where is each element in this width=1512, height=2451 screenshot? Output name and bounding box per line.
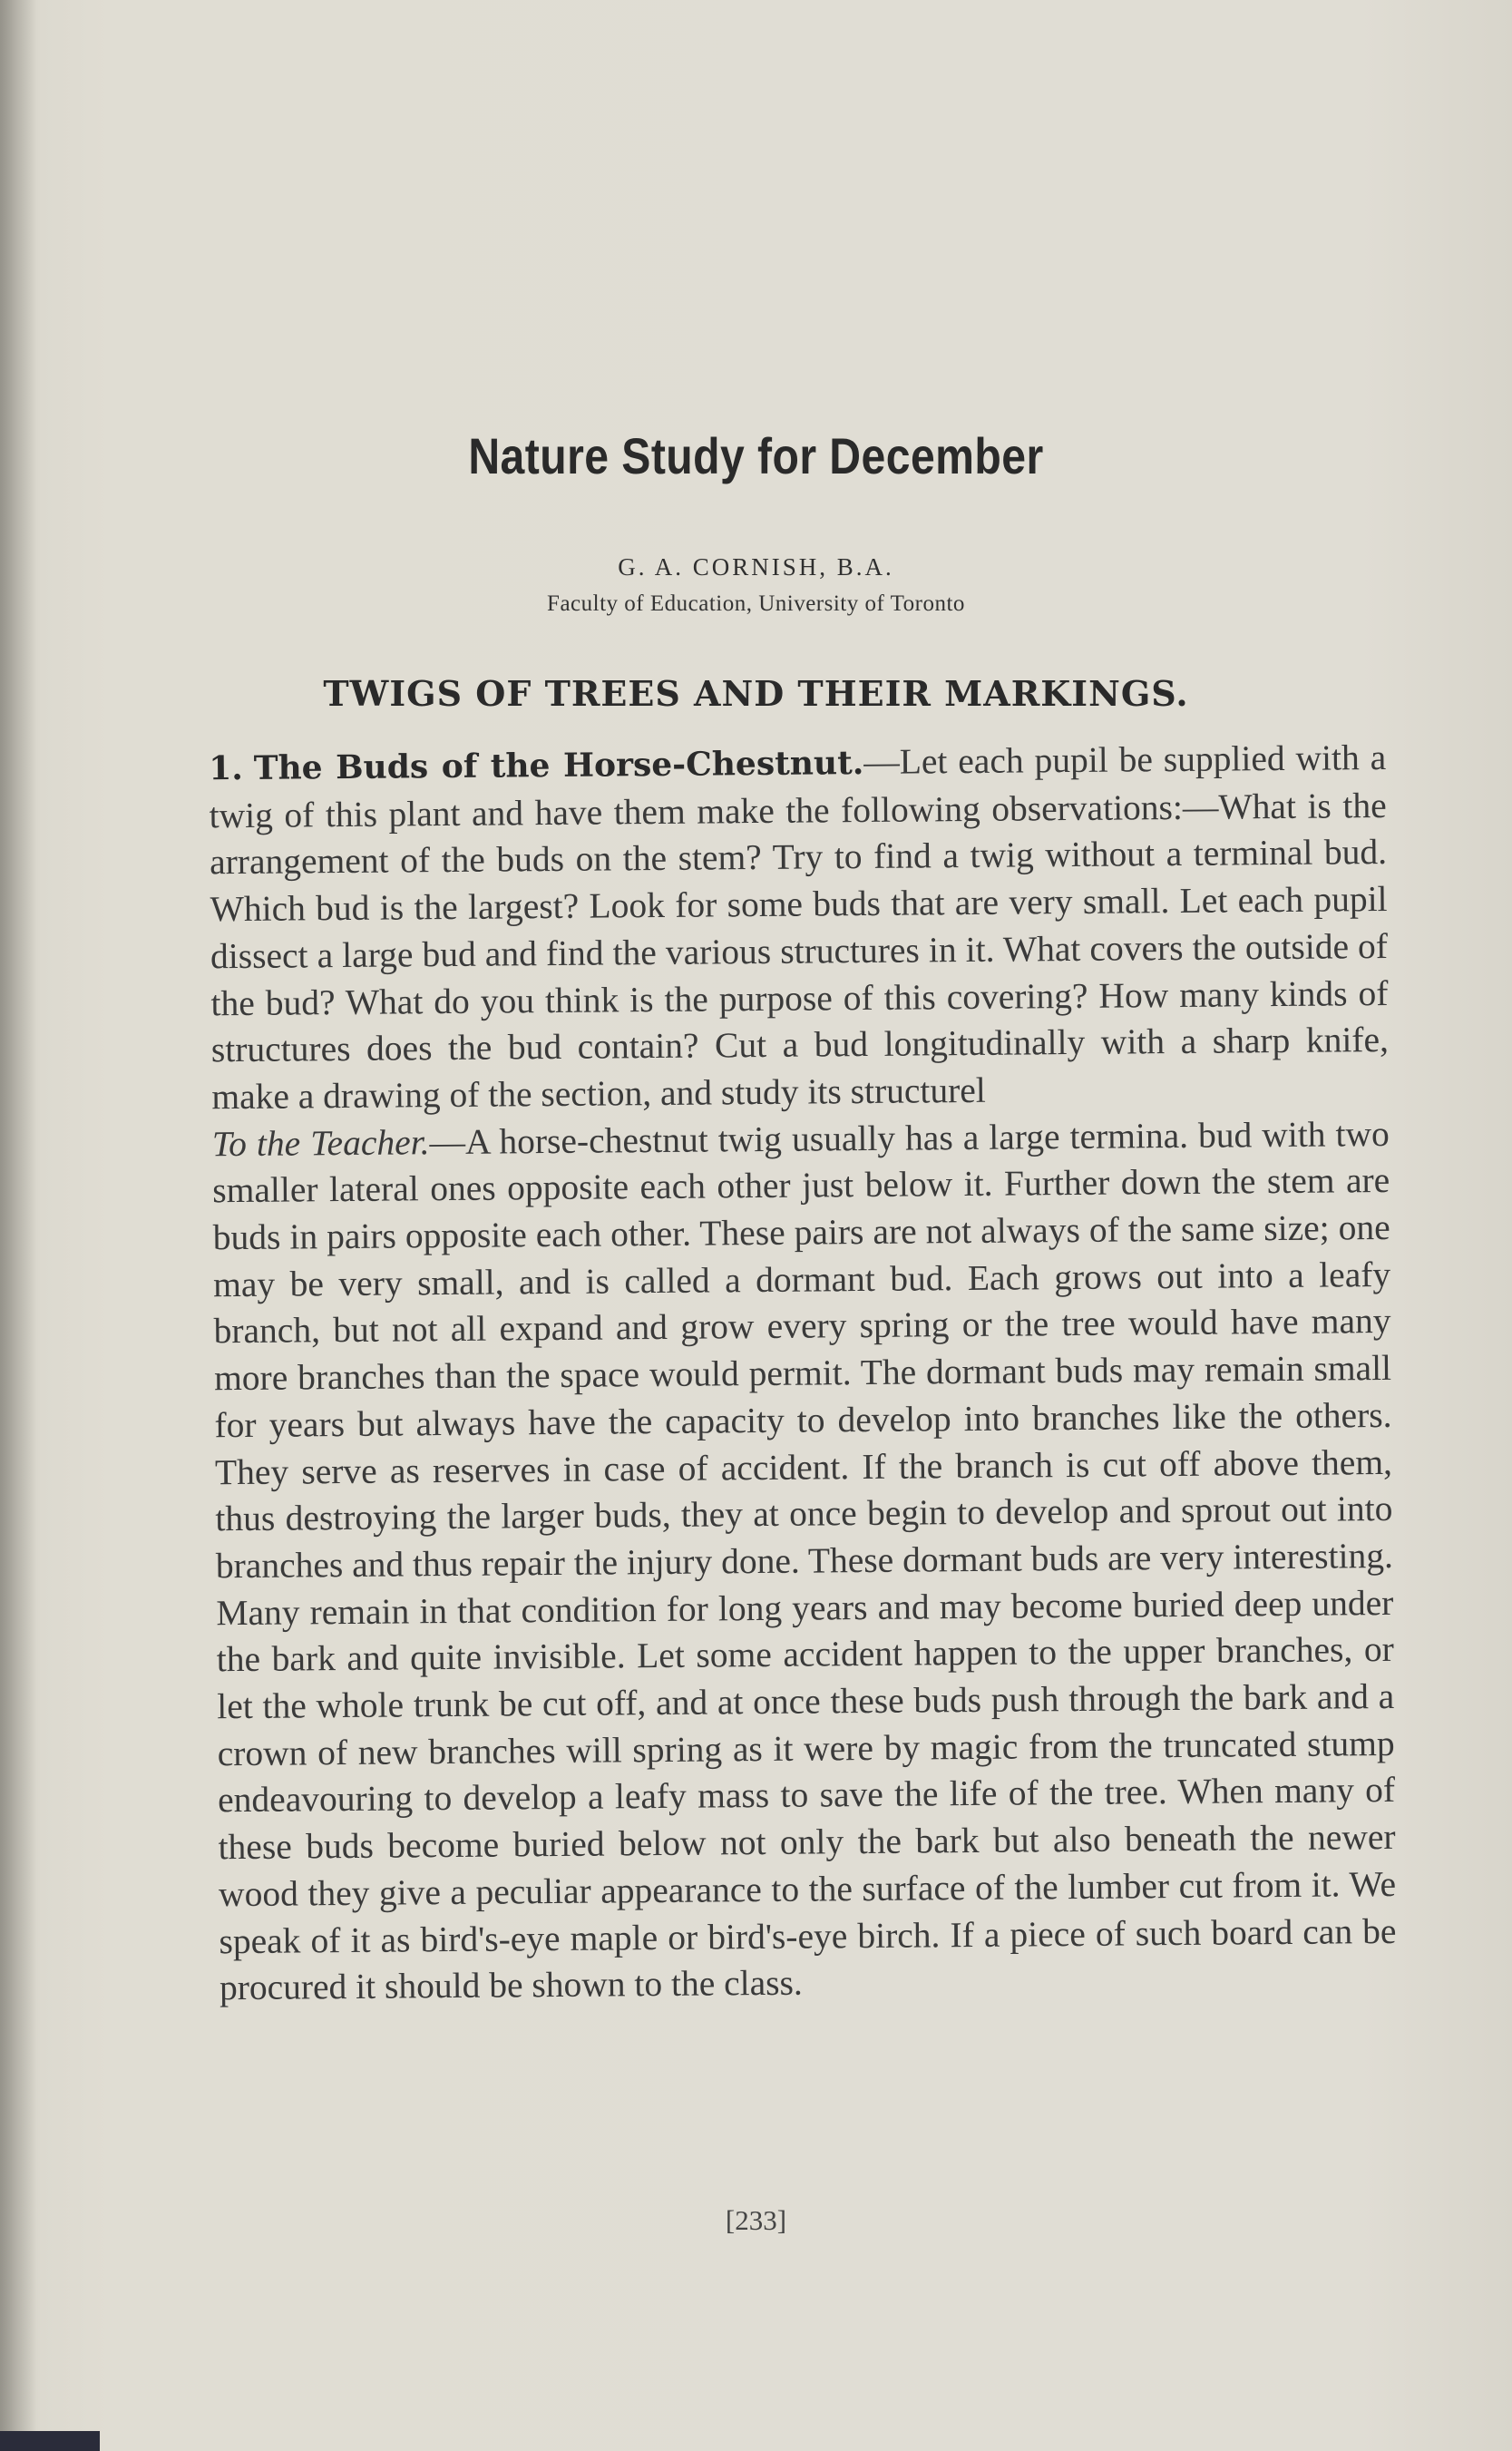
paragraph-horse-chestnut-buds: [136, 735, 1390, 1122]
teacher-note-label: To the Teacher.: [211, 1121, 430, 1164]
article-title: Nature Study for December: [468, 427, 1044, 484]
section-heading: TWIGS OF TREES AND THEIR MARKINGS.: [323, 673, 1189, 714]
scan-edge-strip: [0, 2431, 100, 2451]
paragraph-text: —Let each pupil be supplied with a twig of this plant and have them make the following observations:—What is the arrangement of the buds on the stem? Try to find a twig without a terminal bud. Which bud is the largest? Look for some buds that are very small. Let each pupil dissect a large bud and find the various structures in it. What covers the outside of the bud? What do you think is the purpose of this covering? How many kinds of structures does the bud contain? Cut a bud longitudinally with a sharp knife, make a drawing of the section, and study its structurel: [209, 737, 1390, 1118]
paragraph-text: —A horse-chestnut twig usually has a large termina. bud with two smaller lateral ones opposite each other just below it. Further down the stem are buds in pairs opposite each other. These pairs are not always of the same size; one may be very small, and is called a dormant bud. Each grows out into a leafy branch, but not all expand and grow every spring or the tree would have many more branches than the space would permit. The dormant buds may remain small for years but always have the capacity to develop into branches like the others. They serve as reserves in case of accident. If the branch is cut off above them, thus destroying the larger buds, they at once begin to develop and sprout out into branches and thus repair the injury done. These dormant buds are very interesting. Many remain in that condition for long years and may become buried deep under the bark and quite invisible. Let some accident happen to the upper branches, or let the whole trunk be cut off, and at once these buds push through the bark and a crown of new branches will spring as it were by magic from the truncated stump endeavouring to develop a leafy mass to save the life of the tree. When many of these buds become buried below not only the bark but also beneath the newer wood they give a peculiar appearance to the surface of the lumber cut from it. We speak of it as bird's-eye maple or bird's-eye birch. If a piece of such board can be procured it should be shown to the class.: [212, 1113, 1397, 2008]
author-affiliation: Faculty of Education, University of Toronto: [547, 591, 965, 616]
page-number: [233]: [725, 2204, 787, 2236]
author-name: G. A. CORNISH, B.A.: [618, 553, 894, 581]
binding-gutter-shadow: [0, 0, 36, 2451]
article-body: [136, 735, 1397, 2013]
paragraph-heading: The Buds of the Horse-Chestnut.: [253, 744, 864, 787]
paragraph-to-the-teacher: [140, 1111, 1398, 2013]
paragraph-number: 1.: [209, 748, 243, 788]
